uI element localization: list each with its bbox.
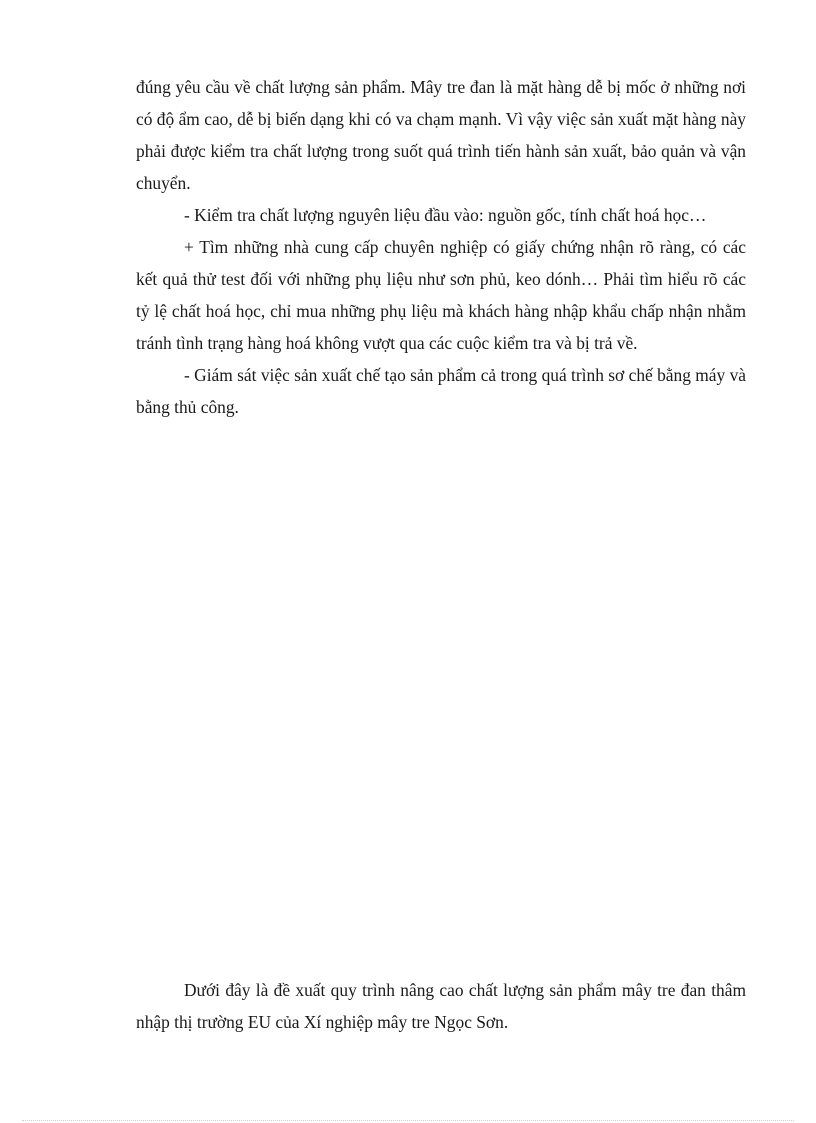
paragraph-production-supervision: - Giám sát việc sản xuất chế tạo sản phẩm cả trong quá trình sơ chế bằng máy và bằng thủ công. bbox=[136, 365, 746, 417]
body-text-bottom bbox=[136, 974, 746, 1038]
paragraph-input-material-check: - Kiểm tra chất lượng nguyên liệu đầu vào: nguồn gốc, tính chất hoá học… bbox=[184, 205, 707, 225]
paragraph-quality-requirements: đúng yêu cầu về chất lượng sản phẩm. Mây tre đan là mặt hàng dễ bị mốc ở những nơi có độ ẩm cao, dễ bị biến dạng khi có va chạm mạnh. Vì vậy việc sản xuất mặt hàng này phải được kiểm tra chất lượng trong suốt quá trình tiến hành sản xuất, bảo quản và vận chuyển. bbox=[136, 77, 746, 193]
paragraph-supplier-selection: + Tìm những nhà cung cấp chuyên nghiệp có giấy chứng nhận rõ ràng, có các kết quả thử test đối với những phụ liệu như sơn phủ, keo dónh… Phải tìm hiểu rõ các tỷ lệ chất hoá học, chỉ mua những phụ liệu mà khách hàng nhập khẩu chấp nhận nhằm tránh tình trạng hàng hoá không vượt qua các cuộc kiểm tra và bị trả về. bbox=[136, 237, 746, 353]
body-text-top bbox=[136, 71, 746, 423]
paragraph-process-proposal: Dưới đây là đề xuất quy trình nâng cao chất lượng sản phẩm mây tre đan thâm nhập thị trường EU của Xí nghiệp mây tre Ngọc Sơn. bbox=[136, 980, 746, 1032]
page-bottom-divider bbox=[22, 1120, 794, 1121]
